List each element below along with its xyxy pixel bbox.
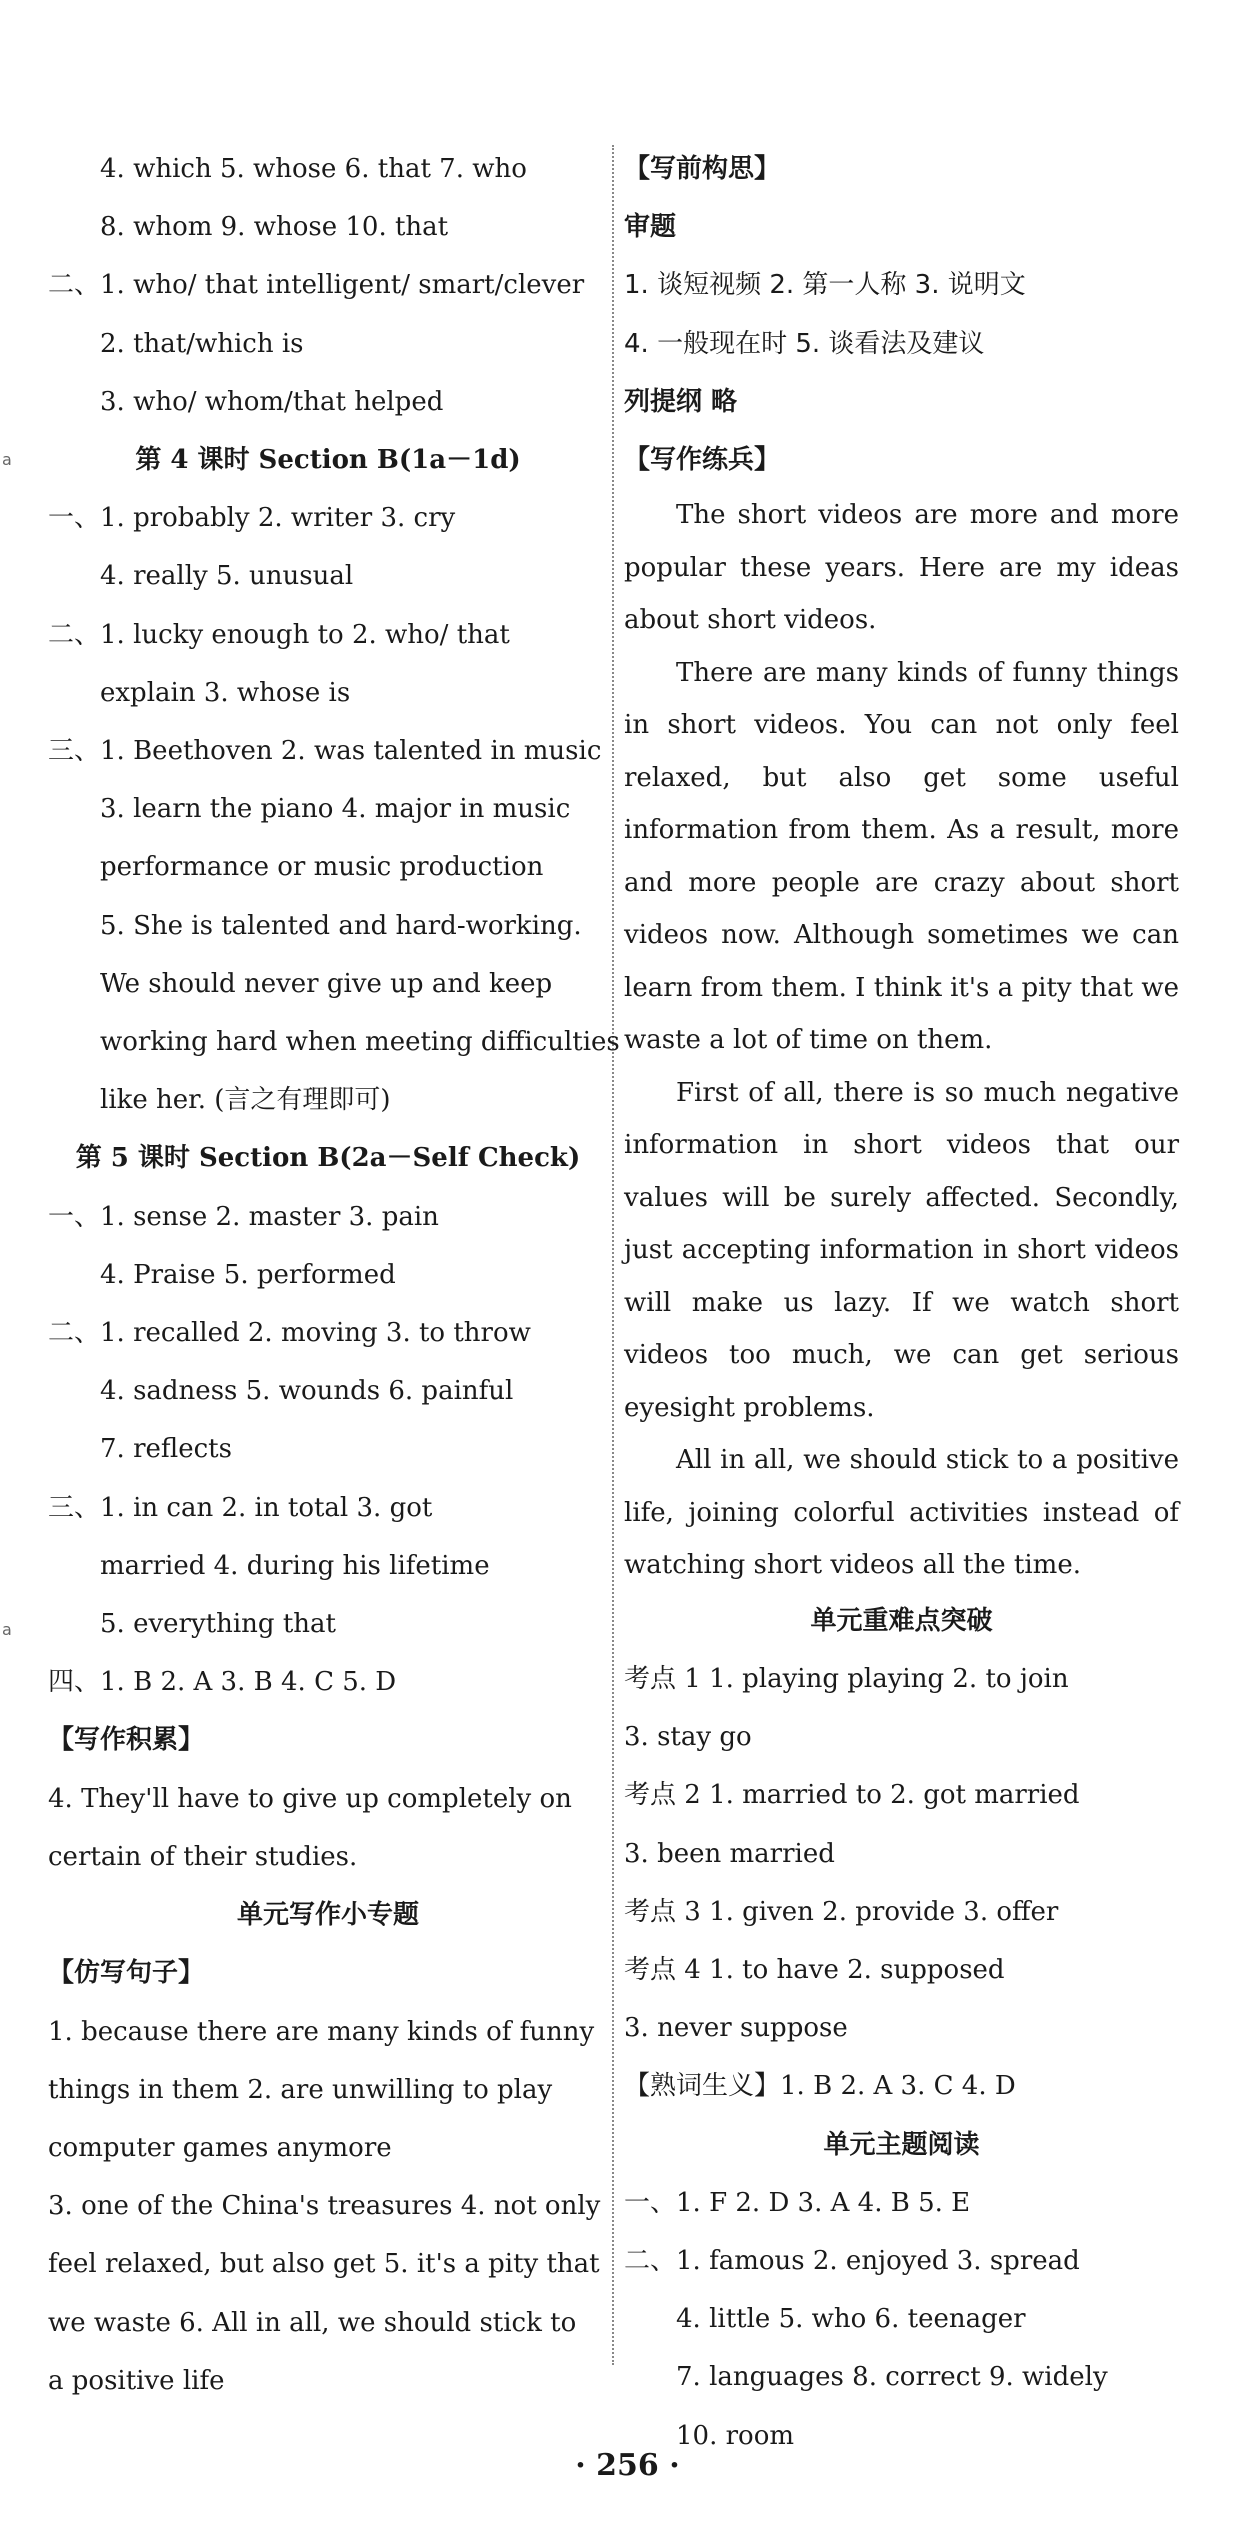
answer-line: married 4. during his lifetime bbox=[100, 1550, 490, 1581]
answer-line: 一、1. probably 2. writer 3. cry bbox=[48, 503, 456, 534]
answer-line: 4. which 5. whose 6. that 7. who bbox=[100, 154, 527, 184]
answer-line: 3. one of the China's treasures 4. not only bbox=[48, 2191, 601, 2222]
answer-line: 1. 谈短视频 2. 第一人称 3. 说明文 bbox=[624, 270, 1026, 301]
answer-line: We should never give up and keep bbox=[100, 968, 553, 999]
answer-line: 考点 3 1. given 2. provide 3. offer bbox=[624, 1896, 1059, 1927]
right-column bbox=[624, 140, 1179, 2465]
answer-line: feel relaxed, but also get 5. it's a pity that bbox=[48, 2249, 600, 2280]
answer-line: 二、1. who/ that intelligent/ smart/clever bbox=[48, 270, 585, 301]
answer-line: 四、1. B 2. A 3. B 4. C 5. D bbox=[48, 1667, 397, 1698]
lesson-4-heading: 第 4 课时 Section B(1a－1d) bbox=[135, 445, 521, 476]
answer-line: 3. stay go bbox=[624, 1722, 752, 1753]
answer-line: 二、1. lucky enough to 2. who/ that bbox=[48, 619, 510, 650]
answer-line: 10. room bbox=[676, 2420, 795, 2451]
left-column bbox=[48, 140, 620, 2410]
answer-line: 3. been married bbox=[624, 1838, 835, 1869]
answer-line: 1. because there are many kinds of funny bbox=[48, 2016, 595, 2047]
answer-line: working hard when meeting difficulties bbox=[100, 1027, 620, 1058]
answer-line: 3. who/ whom/that helped bbox=[100, 386, 444, 417]
answer-line: explain 3. whose is bbox=[100, 677, 351, 708]
answer-line: 一、1. F 2. D 3. A 4. B 5. E bbox=[624, 2187, 971, 2218]
page-number: · 256 · bbox=[575, 2448, 680, 2483]
answer-line: 【熟词生义】1. B 2. A 3. C 4. D bbox=[624, 2071, 1016, 2102]
answer-line: 4. little 5. who 6. teenager bbox=[676, 2304, 1026, 2335]
outline-line: 列提纲 略 bbox=[624, 386, 738, 417]
answer-line: 4. They'll have to give up completely on bbox=[48, 1783, 572, 1814]
writing-accumulation-tag: 【写作积累】 bbox=[48, 1725, 205, 1756]
essay-paragraph: The short videos are more and more popular these years. Here are my ideas about short videos. bbox=[624, 500, 1179, 636]
keypoints-heading: 单元重难点突破 bbox=[810, 1605, 993, 1636]
review-label: 审题 bbox=[624, 212, 677, 243]
unit-writing-heading: 单元写作小专题 bbox=[236, 1900, 419, 1931]
answer-line: 二、1. recalled 2. moving 3. to throw bbox=[48, 1318, 531, 1349]
theme-reading-heading: 单元主题阅读 bbox=[823, 2129, 980, 2160]
answer-line: a positive life bbox=[48, 2365, 225, 2396]
answer-line: 二、1. famous 2. enjoyed 3. spread bbox=[624, 2245, 1080, 2276]
prewrite-tag: 【写前构思】 bbox=[624, 154, 781, 184]
answer-line: we waste 6. All in all, we should stick to bbox=[48, 2307, 577, 2338]
answer-line: 三、1. Beethoven 2. was talented in music bbox=[48, 736, 602, 767]
answer-line: 3. learn the piano 4. major in music bbox=[100, 794, 571, 825]
answer-line: 2. that/which is bbox=[100, 328, 304, 359]
column-divider bbox=[612, 145, 614, 2365]
essay-paragraph: First of all, there is so much negative information in short videos that our values will be surely affected. Secondly, just accepting information in short videos will make us lazy. If we watch short videos too much, we can get serious eyesight problems. bbox=[624, 1077, 1179, 1423]
answer-line: 考点 4 1. to have 2. supposed bbox=[624, 1954, 1005, 1985]
answer-line: 7. languages 8. correct 9. widely bbox=[676, 2362, 1108, 2393]
answer-line: like her. (言之有理即可) bbox=[100, 1085, 391, 1116]
answer-line: 7. reflects bbox=[100, 1434, 232, 1465]
answer-line: performance or music production bbox=[100, 852, 544, 883]
answer-line: 8. whom 9. whose 10. that bbox=[100, 212, 449, 243]
essay-paragraph: There are many kinds of funny things in short videos. You can not only feel relaxed, but also get some useful information from them. As a result, more and more people are crazy about short videos now. Although sometimes we can learn from them. I think it's a pity that we waste a lot of time on them. bbox=[624, 657, 1179, 1056]
imitate-sentences-tag: 【仿写句子】 bbox=[48, 1958, 205, 1989]
answer-line: 考点 2 1. married to 2. got married bbox=[624, 1780, 1080, 1811]
answer-line: 3. never suppose bbox=[624, 2013, 848, 2044]
answer-line: 5. everything that bbox=[100, 1609, 336, 1640]
answer-line: 5. She is talented and hard-working. bbox=[100, 910, 582, 941]
answer-line: things in them 2. are unwilling to play bbox=[48, 2074, 553, 2105]
margin-mark: a bbox=[2, 450, 12, 469]
answer-line: 4. sadness 5. wounds 6. painful bbox=[100, 1376, 514, 1407]
answer-line: computer games anymore bbox=[48, 2132, 392, 2163]
answer-line: 三、1. in can 2. in total 3. got bbox=[48, 1492, 433, 1523]
margin-mark: a bbox=[2, 1620, 12, 1639]
answer-line: 4. 一般现在时 5. 谈看法及建议 bbox=[624, 328, 985, 359]
answer-line: certain of their studies. bbox=[48, 1841, 358, 1872]
essay-paragraph: All in all, we should stick to a positive life, joining colorful activities instead of watching short videos all the time. bbox=[624, 1445, 1179, 1581]
answer-line: 4. really 5. unusual bbox=[100, 561, 354, 592]
answer-line: 考点 1 1. playing playing 2. to join bbox=[624, 1663, 1069, 1694]
answer-line: 4. Praise 5. performed bbox=[100, 1259, 396, 1290]
answer-line: 一、1. sense 2. master 3. pain bbox=[48, 1201, 439, 1232]
writing-practice-tag: 【写作练兵】 bbox=[624, 445, 781, 476]
lesson-5-heading: 第 5 课时 Section B(2a－Self Check) bbox=[75, 1143, 581, 1174]
